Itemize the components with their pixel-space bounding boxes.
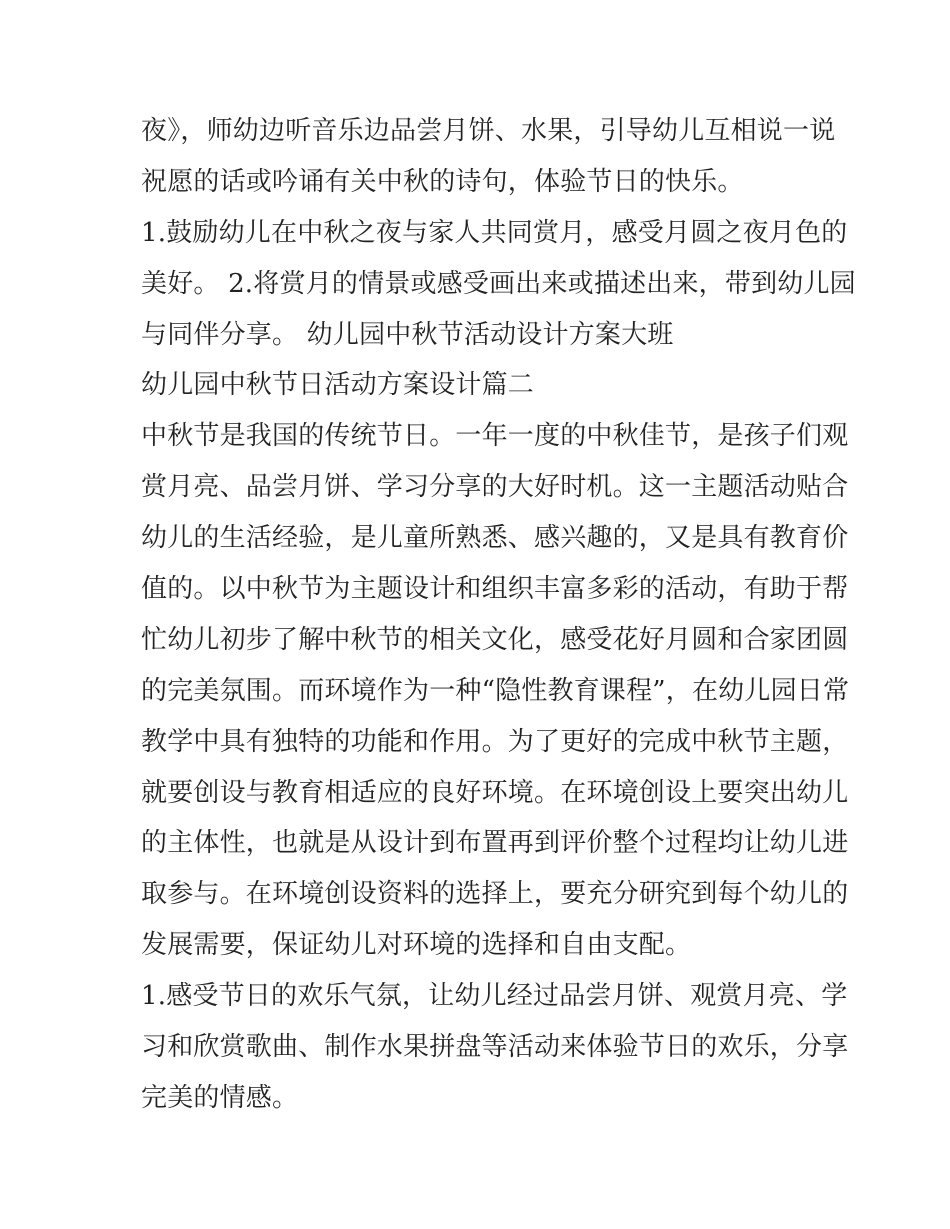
- text-line: 的主体性，也就是从设计到布置再到评价整个过程均让幼儿进: [141, 828, 849, 859]
- text-line: 值的。以中秋节为主题设计和组织丰富多彩的活动，有助于帮: [141, 574, 849, 605]
- text-line: 习和欣赏歌曲、制作水果拼盘等活动来体验节日的欢乐，分享: [141, 1032, 849, 1063]
- text-line: 中秋节是我国的传统节日。一年一度的中秋佳节，是孩子们观: [141, 421, 849, 452]
- text-line: 完美的情感。: [141, 1082, 299, 1113]
- text-line: 1.感受节日的欢乐气氛，让幼儿经过品尝月饼、观赏月亮、学: [141, 981, 848, 1012]
- text-line: 发展需要，保证幼儿对环境的选择和自由支配。: [141, 930, 692, 961]
- text-line: 取参与。在环境创设资料的选择上，要充分研究到每个幼儿的: [141, 879, 849, 910]
- text-line: 的完美氛围。而环境作为一种“隐性教育课程”，在幼儿园日常: [141, 675, 850, 706]
- text-line: 美好。 2.将赏月的情景或感受画出来或描述出来，带到幼儿园: [141, 268, 856, 299]
- text-line: 教学中具有独特的功能和作用。为了更好的完成中秋节主题，: [141, 726, 849, 757]
- text-line: 夜》，师幼边听音乐边品尝月饼、水果，引导幼儿互相说一说: [141, 116, 836, 146]
- section-heading: 幼儿园中秋节日活动方案设计篇二: [141, 370, 535, 401]
- text-line: 就要创设与教育相适应的良好环境。在环境创设上要突出幼儿: [141, 777, 849, 808]
- text-line: 与同伴分享。 幼儿园中秋节活动设计方案大班: [141, 319, 674, 350]
- document-body: [141, 106, 856, 1124]
- text-line: 幼儿的生活经验，是儿童所熟悉、感兴趣的，又是具有教育价: [141, 523, 849, 554]
- text-line: 赏月亮、品尝月饼、学习分享的大好时机。这一主题活动贴合: [141, 472, 849, 503]
- text-line: 忙幼儿初步了解中秋节的相关文化，感受花好月圆和合家团圆: [141, 624, 849, 655]
- text-line: 祝愿的话或吟诵有关中秋的诗句，体验节日的快乐。: [141, 166, 744, 197]
- text-line: 1.鼓励幼儿在中秋之夜与家人共同赏月，感受月圆之夜月色的: [141, 217, 848, 248]
